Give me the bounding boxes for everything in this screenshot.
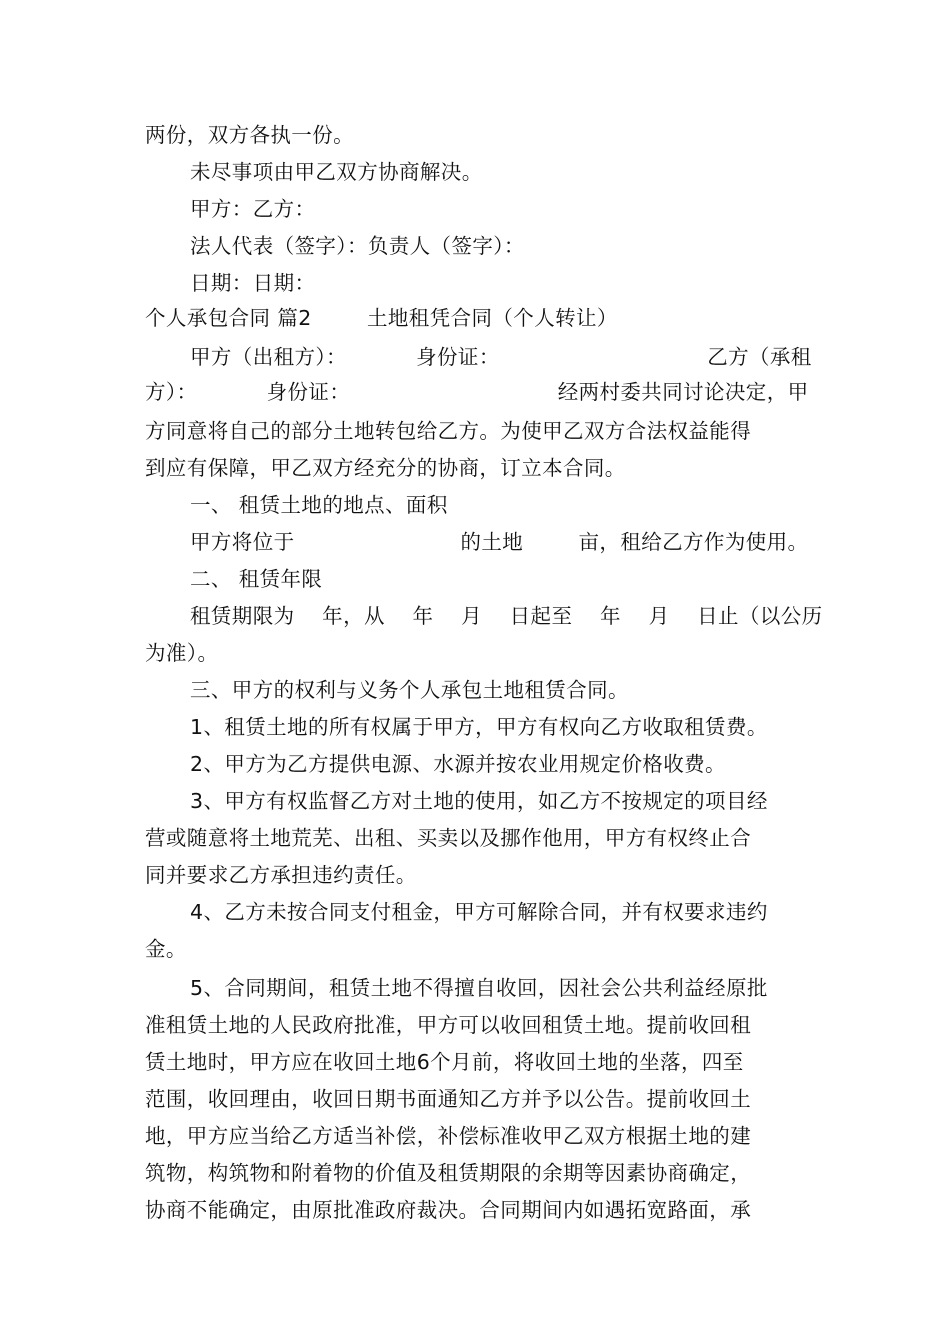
paragraph-line: 范围，收回理由，收回日期书面通知乙方并予以公告。提前收回土 xyxy=(145,1087,752,1111)
paragraph-line: 未尽事项由甲乙双方协商解决。 xyxy=(190,160,483,184)
signature-line: 法人代表（签字）：负责人（签字）： xyxy=(190,234,525,258)
clause-heading: 一、 租赁土地的地点、面积 xyxy=(190,493,448,517)
section-heading: 个人承包合同 篇2 土地租凭合同（个人转让） xyxy=(145,306,618,330)
paragraph-line: 营或随意将土地荒芜、出租、买卖以及挪作他用，甲方有权终止合 xyxy=(145,826,752,850)
paragraph-line: 筑物，构筑物和附着物的价值及租赁期限的余期等因素协商确定， xyxy=(145,1161,752,1185)
paragraph-line: 协商不能确定，由原批准政府裁决。合同期间内如遇拓宽路面，承 xyxy=(145,1198,752,1222)
paragraph-line: 方同意将自己的部分土地转包给乙方。为使甲乙双方合法权益能得 xyxy=(145,419,752,443)
paragraph-line: 甲方（出租方）： 身份证： 乙方（承租 xyxy=(190,345,812,369)
clause-heading: 三、甲方的权利与义务个人承包土地租赁合同。 xyxy=(190,678,629,702)
paragraph-line: 为准）。 xyxy=(145,641,219,665)
list-item: 3、甲方有权监督乙方对土地的使用，如乙方不按规定的项目经 xyxy=(190,789,768,813)
paragraph-line: 同并要求乙方承担违约责任。 xyxy=(145,863,417,887)
paragraph-line: 方）： 身份证： 经两村委共同讨论决定，甲 xyxy=(145,380,809,404)
list-item: 2、甲方为乙方提供电源、水源并按农业用规定价格收费。 xyxy=(190,752,726,776)
paragraph-line: 到应有保障，甲乙双方经充分的协商，订立本合同。 xyxy=(145,456,626,480)
list-item: 1、租赁土地的所有权属于甲方，甲方有权向乙方收取租赁费。 xyxy=(190,715,768,739)
paragraph-line: 租赁期限为 年，从 年 月 日起至 年 月 日止（以公历 xyxy=(190,604,823,628)
paragraph-line: 准租赁土地的人民政府批准，甲方可以收回租赁土地。提前收回租 xyxy=(145,1013,752,1037)
paragraph-line: 金。 xyxy=(145,937,187,961)
clause-heading: 二、 租赁年限 xyxy=(190,567,323,591)
paragraph-line: 两份，双方各执一份。 xyxy=(145,123,354,147)
paragraph-line: 甲方将位于 的土地 亩，租给乙方作为使用。 xyxy=(190,530,809,554)
paragraph-line: 甲方：乙方： xyxy=(190,197,316,221)
paragraph-line: 地，甲方应当给乙方适当补偿，补偿标准收甲乙双方根据土地的建 xyxy=(145,1124,752,1148)
list-item: 4、乙方未按合同支付租金，甲方可解除合同，并有权要求违约 xyxy=(190,900,768,924)
date-line: 日期：日期： xyxy=(190,271,316,295)
list-item: 5、合同期间，租赁土地不得擅自收回，因社会公共利益经原批 xyxy=(190,976,768,1000)
paragraph-line: 赁土地时，甲方应在收回土地6个月前，将收回土地的坐落，四至 xyxy=(145,1050,744,1074)
